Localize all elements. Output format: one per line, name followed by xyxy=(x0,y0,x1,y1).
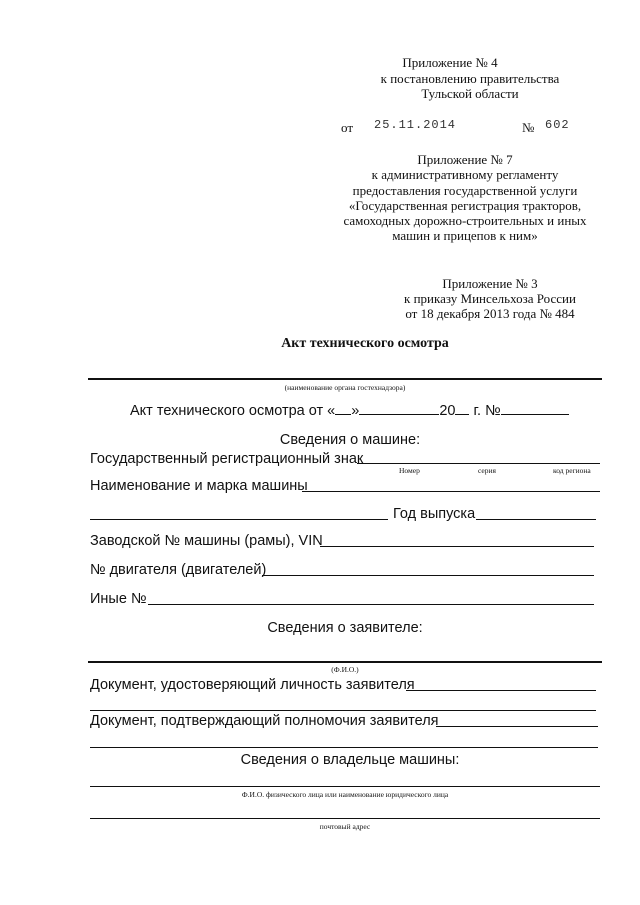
appendix-3-line: Приложение № 3 xyxy=(442,276,538,291)
appendix-4-line: Приложение № 4 xyxy=(402,55,498,70)
reg-sign-field[interactable] xyxy=(357,463,600,464)
owner-address-field[interactable] xyxy=(90,818,600,819)
reg-sign-label: Государственный регистрационный знак xyxy=(90,451,364,467)
act-year-prefix: 20 xyxy=(439,403,456,419)
page-title: Акт технического осмотра xyxy=(281,336,449,351)
machine-section-heading: Сведения о машине: xyxy=(279,432,421,448)
id-doc-field[interactable] xyxy=(406,690,596,691)
reg-caption-region: код региона xyxy=(553,466,591,475)
resolution-date: 25.11.2014 xyxy=(374,118,457,132)
id-doc-field-2[interactable] xyxy=(90,710,596,711)
authority-doc-field[interactable] xyxy=(436,726,598,727)
date-prefix: от xyxy=(341,120,354,135)
act-prefix: Акт технического осмотра от « xyxy=(130,403,336,419)
other-field[interactable] xyxy=(148,604,594,605)
authority-field[interactable] xyxy=(88,378,602,380)
resolution-line: к постановлению правительства xyxy=(380,71,560,86)
service-line: предоставления государственной услуги xyxy=(352,183,578,198)
year-label: Год выпуска xyxy=(393,506,476,522)
id-doc-label: Документ, удостоверяющий личность заявителя xyxy=(90,677,415,693)
reg-caption-series: серия xyxy=(478,466,496,475)
owner-address-caption: почтовый адрес xyxy=(319,822,371,831)
engine-label: № двигателя (двигателей) xyxy=(90,562,267,578)
vin-field[interactable] xyxy=(320,546,594,547)
authority-caption: (наименование органа гостехнадзора) xyxy=(284,383,406,392)
vin-label: Заводской № машины (рамы), VIN xyxy=(90,533,323,549)
order-date-line: от 18 декабря 2013 года № 484 xyxy=(405,306,575,321)
machine-name-field-2[interactable] xyxy=(90,519,388,520)
applicant-fio-field[interactable] xyxy=(88,661,602,663)
number-prefix: № xyxy=(522,120,535,135)
act-year-field[interactable] xyxy=(455,402,469,415)
act-number-field[interactable] xyxy=(501,402,569,415)
authority-doc-label: Документ, подтверждающий полномочия заявителя xyxy=(90,713,439,729)
regulation-line: к административному регламенту xyxy=(371,167,559,182)
act-number-prefix: г. № xyxy=(473,403,501,419)
machine-name-label: Наименование и марка машины xyxy=(90,478,308,494)
act-day-field[interactable] xyxy=(335,402,351,415)
resolution-number: 602 xyxy=(545,118,570,132)
year-field[interactable] xyxy=(476,519,596,520)
order-line: к приказу Минсельхоза России xyxy=(404,291,576,306)
service-name-line-3: машин и прицепов к ним» xyxy=(392,228,538,243)
owner-name-field[interactable] xyxy=(90,786,600,787)
owner-section-heading: Сведения о владельце машины: xyxy=(240,752,460,768)
act-quote-close: » xyxy=(351,403,360,419)
appendix-7-line: Приложение № 7 xyxy=(417,152,513,167)
owner-name-caption: Ф.И.О. физического лица или наименование юридического лица xyxy=(241,790,449,799)
fio-caption: (Ф.И.О.) xyxy=(331,665,359,674)
other-label: Иные № xyxy=(90,591,147,607)
authority-doc-field-2[interactable] xyxy=(90,747,598,748)
act-line xyxy=(130,402,569,419)
service-name-line-1: «Государственная регистрация тракторов, xyxy=(348,198,582,213)
machine-name-field[interactable] xyxy=(302,491,600,492)
applicant-section-heading: Сведения о заявителе: xyxy=(267,620,423,636)
reg-caption-number: Номер xyxy=(399,466,420,475)
region-line: Тульской области xyxy=(421,86,519,101)
act-month-field[interactable] xyxy=(359,402,439,415)
engine-field[interactable] xyxy=(262,575,594,576)
service-name-line-2: самоходных дорожно-строительных и иных xyxy=(343,213,587,228)
